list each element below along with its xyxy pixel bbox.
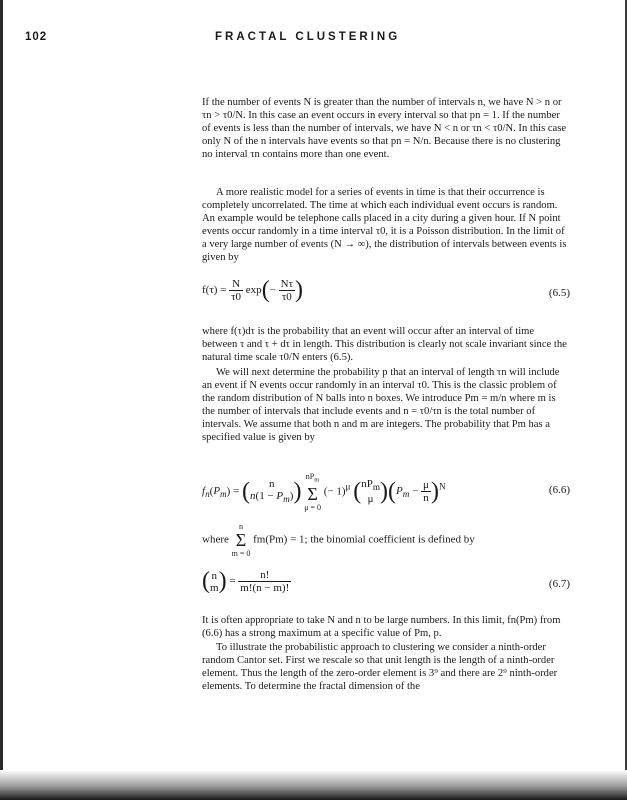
sum-bottom: m = 0 bbox=[231, 549, 251, 558]
eq65-fraction-1 bbox=[229, 278, 243, 303]
eq67-den: m!(n − m)! bbox=[240, 582, 290, 594]
paragraph-4: We will next determine the probability p that an interval of length τn will include an event if N events occur randomly in an interval τ0. This is the classic problem of the random distribution of N balls into n boxes. We introduce Pm = m/n where m is the number of intervals that include events and n = τ0/τn is the total number of intervals. We assume that both n and m are integers. The probability that Pm has a specified value is given by bbox=[202, 367, 560, 443]
paragraph-6: To illustrate the probabilistic approach to clustering we consider a ninth-order random Cantor set. First we rescale so that unit length is the length of a ninth-order element. Thus the length of the zero-order element is 3⁹ and there are 2⁹ ninth-order elements. To determine the fractal dimension of the bbox=[202, 642, 558, 692]
paragraph-1: If the number of events N is greater than the number of intervals n, we have N > n or τn > τ0/N. In this case an event occurs in every interval so that pn = 1. If the number of events is less than the number of intervals, we have N < n or τn < τ0/N. In this case only N of the n intervals have events so that pn = N/n. Because there is no clustering no interval τn contains more than one event. bbox=[202, 97, 567, 160]
equation-6-7 bbox=[202, 568, 570, 604]
page-bottom-shadow bbox=[0, 770, 627, 800]
equation-6-7-body: ( n m ) = $\frac{n!}{m!(n - m)!}$ bbox=[202, 568, 290, 594]
eq65-fraction-2 bbox=[279, 278, 295, 303]
eq65-exp: exp bbox=[245, 284, 262, 297]
eq65-num2: Nτ bbox=[280, 278, 294, 290]
paragraph-3: where f(τ)dτ is the probability that an event will occur after an interval of time between τ and τ + dτ in length. This distribution is clearly not scale invariant since the natural time scale τ0/N enters (6.5). bbox=[202, 326, 567, 363]
eq67-fraction bbox=[238, 569, 291, 594]
equation-6-5 bbox=[202, 277, 570, 313]
chapter-title: FRACTAL CLUSTERING bbox=[215, 31, 401, 43]
paragraph-2: A more realistic model for a series of events in time is that their occurrence is completely uncorrelated. The time at which each individual event occurs is random. An example would be telephone calls placed in a city during a given hour. If N point events occur randomly in a time interval τ0, it is a Poisson distribution. In the limit of a very large number of events (N → ∞), the distribution of intervals between events is given by bbox=[202, 187, 567, 263]
eq65-den1: τ0 bbox=[231, 291, 242, 303]
paragraph-5: It is often appropriate to take N and n to be large numbers. In this limit, fn(Pm) from (6.6) has a strong maximum at a specific value of Pm, p. bbox=[202, 615, 561, 639]
equation-6-6-body: $f_n(P_m)$ = ( n $n(1 - P_m)$ ) $nP_m$ Σ μ = 0 (− 1)$^\mu$ ( $nP_m$ μ )($P_m$ − $\frac{\mu}{n}$ )$^N$ bbox=[202, 472, 446, 512]
eq67-num: n! bbox=[238, 569, 291, 582]
eq65-num1: N bbox=[229, 278, 243, 291]
sum-top: n bbox=[238, 522, 243, 531]
paragraph-binomial-definition: the binomial coefficient is defined by bbox=[310, 533, 475, 546]
eq67-top: n bbox=[211, 569, 218, 582]
equation-number-6-5: (6.5) bbox=[548, 287, 570, 299]
sum-expression: fm(Pm) = 1; bbox=[253, 533, 308, 546]
eq65-lhs: f(τ) = bbox=[202, 284, 227, 297]
binomial-definition-line: where n Σ m = 0 fm(Pm) = 1; the binomial coefficient is defined by bbox=[202, 522, 475, 558]
eq65-den2: τ0 bbox=[281, 291, 292, 303]
equation-number-6-6: (6.6) bbox=[548, 484, 570, 496]
page-number: 102 bbox=[25, 31, 48, 43]
equation-number-6-7: (6.7) bbox=[548, 578, 570, 590]
page-edge-left bbox=[0, 0, 3, 800]
eq67-bottom: m bbox=[210, 581, 219, 594]
equation-6-5-body: f(τ) = $\frac{N}{\tau 0}$ exp(− $\frac{N\tau}{\tau 0}$ ) bbox=[202, 277, 304, 303]
running-head bbox=[25, 31, 585, 47]
where-prefix: where bbox=[202, 533, 229, 546]
equation-6-6 bbox=[202, 468, 570, 510]
